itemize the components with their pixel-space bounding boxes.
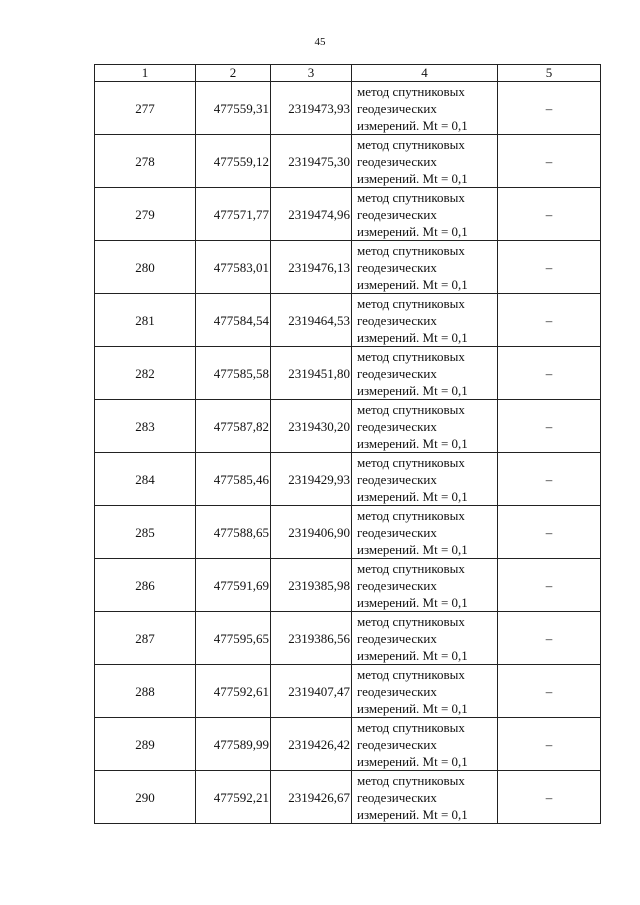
table-row bbox=[95, 241, 601, 294]
note-cell: – bbox=[498, 612, 601, 665]
y-coordinate-cell: 2319426,67 bbox=[271, 771, 352, 824]
table-body bbox=[95, 82, 601, 824]
note-cell: – bbox=[498, 771, 601, 824]
table-row bbox=[95, 135, 601, 188]
point-number-cell: 280 bbox=[95, 241, 196, 294]
method-cell: метод спутниковых геодезических измерений. Mt = 0,1 bbox=[352, 718, 498, 771]
point-number-cell: 277 bbox=[95, 82, 196, 135]
table-row bbox=[95, 347, 601, 400]
header-col-2: 2 bbox=[196, 65, 271, 82]
header-col-5: 5 bbox=[498, 65, 601, 82]
method-cell: метод спутниковых геодезических измерений. Mt = 0,1 bbox=[352, 400, 498, 453]
y-coordinate-cell: 2319426,42 bbox=[271, 718, 352, 771]
table-row bbox=[95, 718, 601, 771]
method-cell: метод спутниковых геодезических измерений. Mt = 0,1 bbox=[352, 506, 498, 559]
table-row bbox=[95, 400, 601, 453]
x-coordinate-cell: 477595,65 bbox=[196, 612, 271, 665]
table-row bbox=[95, 771, 601, 824]
point-number-cell: 288 bbox=[95, 665, 196, 718]
point-number-cell: 286 bbox=[95, 559, 196, 612]
table-header-row bbox=[95, 65, 601, 82]
table-row bbox=[95, 82, 601, 135]
point-number-cell: 285 bbox=[95, 506, 196, 559]
table-row bbox=[95, 294, 601, 347]
point-number-cell: 278 bbox=[95, 135, 196, 188]
note-cell: – bbox=[498, 453, 601, 506]
note-cell: – bbox=[498, 718, 601, 771]
header-col-3: 3 bbox=[271, 65, 352, 82]
y-coordinate-cell: 2319406,90 bbox=[271, 506, 352, 559]
x-coordinate-cell: 477589,99 bbox=[196, 718, 271, 771]
y-coordinate-cell: 2319385,98 bbox=[271, 559, 352, 612]
x-coordinate-cell: 477571,77 bbox=[196, 188, 271, 241]
note-cell: – bbox=[498, 241, 601, 294]
x-coordinate-cell: 477584,54 bbox=[196, 294, 271, 347]
table-row bbox=[95, 559, 601, 612]
y-coordinate-cell: 2319407,47 bbox=[271, 665, 352, 718]
method-cell: метод спутниковых геодезических измерений. Mt = 0,1 bbox=[352, 241, 498, 294]
note-cell: – bbox=[498, 82, 601, 135]
method-cell: метод спутниковых геодезических измерений. Mt = 0,1 bbox=[352, 612, 498, 665]
method-cell: метод спутниковых геодезических измерений. Mt = 0,1 bbox=[352, 135, 498, 188]
x-coordinate-cell: 477585,46 bbox=[196, 453, 271, 506]
page-number: 45 bbox=[314, 36, 326, 48]
y-coordinate-cell: 2319429,93 bbox=[271, 453, 352, 506]
method-cell: метод спутниковых геодезических измерений. Mt = 0,1 bbox=[352, 294, 498, 347]
method-cell: метод спутниковых геодезических измерений. Mt = 0,1 bbox=[352, 559, 498, 612]
y-coordinate-cell: 2319430,20 bbox=[271, 400, 352, 453]
note-cell: – bbox=[498, 347, 601, 400]
x-coordinate-cell: 477588,65 bbox=[196, 506, 271, 559]
table-row bbox=[95, 612, 601, 665]
y-coordinate-cell: 2319451,80 bbox=[271, 347, 352, 400]
y-coordinate-cell: 2319464,53 bbox=[271, 294, 352, 347]
x-coordinate-cell: 477583,01 bbox=[196, 241, 271, 294]
note-cell: – bbox=[498, 294, 601, 347]
method-cell: метод спутниковых геодезических измерений. Mt = 0,1 bbox=[352, 82, 498, 135]
method-cell: метод спутниковых геодезических измерений. Mt = 0,1 bbox=[352, 665, 498, 718]
x-coordinate-cell: 477592,21 bbox=[196, 771, 271, 824]
coordinates-table bbox=[94, 64, 601, 824]
y-coordinate-cell: 2319473,93 bbox=[271, 82, 352, 135]
x-coordinate-cell: 477591,69 bbox=[196, 559, 271, 612]
point-number-cell: 289 bbox=[95, 718, 196, 771]
note-cell: – bbox=[498, 559, 601, 612]
table-row bbox=[95, 188, 601, 241]
note-cell: – bbox=[498, 135, 601, 188]
note-cell: – bbox=[498, 400, 601, 453]
point-number-cell: 287 bbox=[95, 612, 196, 665]
point-number-cell: 282 bbox=[95, 347, 196, 400]
method-cell: метод спутниковых геодезических измерений. Mt = 0,1 bbox=[352, 453, 498, 506]
point-number-cell: 283 bbox=[95, 400, 196, 453]
x-coordinate-cell: 477587,82 bbox=[196, 400, 271, 453]
x-coordinate-cell: 477559,31 bbox=[196, 82, 271, 135]
point-number-cell: 284 bbox=[95, 453, 196, 506]
method-cell: метод спутниковых геодезических измерений. Mt = 0,1 bbox=[352, 347, 498, 400]
y-coordinate-cell: 2319386,56 bbox=[271, 612, 352, 665]
note-cell: – bbox=[498, 188, 601, 241]
method-cell: метод спутниковых геодезических измерений. Mt = 0,1 bbox=[352, 771, 498, 824]
note-cell: – bbox=[498, 665, 601, 718]
table-row bbox=[95, 506, 601, 559]
header-col-4: 4 bbox=[352, 65, 498, 82]
x-coordinate-cell: 477585,58 bbox=[196, 347, 271, 400]
point-number-cell: 279 bbox=[95, 188, 196, 241]
y-coordinate-cell: 2319476,13 bbox=[271, 241, 352, 294]
method-cell: метод спутниковых геодезических измерений. Mt = 0,1 bbox=[352, 188, 498, 241]
point-number-cell: 290 bbox=[95, 771, 196, 824]
x-coordinate-cell: 477559,12 bbox=[196, 135, 271, 188]
y-coordinate-cell: 2319475,30 bbox=[271, 135, 352, 188]
point-number-cell: 281 bbox=[95, 294, 196, 347]
y-coordinate-cell: 2319474,96 bbox=[271, 188, 352, 241]
x-coordinate-cell: 477592,61 bbox=[196, 665, 271, 718]
table-row bbox=[95, 665, 601, 718]
header-col-1: 1 bbox=[95, 65, 196, 82]
note-cell: – bbox=[498, 506, 601, 559]
table-row bbox=[95, 453, 601, 506]
